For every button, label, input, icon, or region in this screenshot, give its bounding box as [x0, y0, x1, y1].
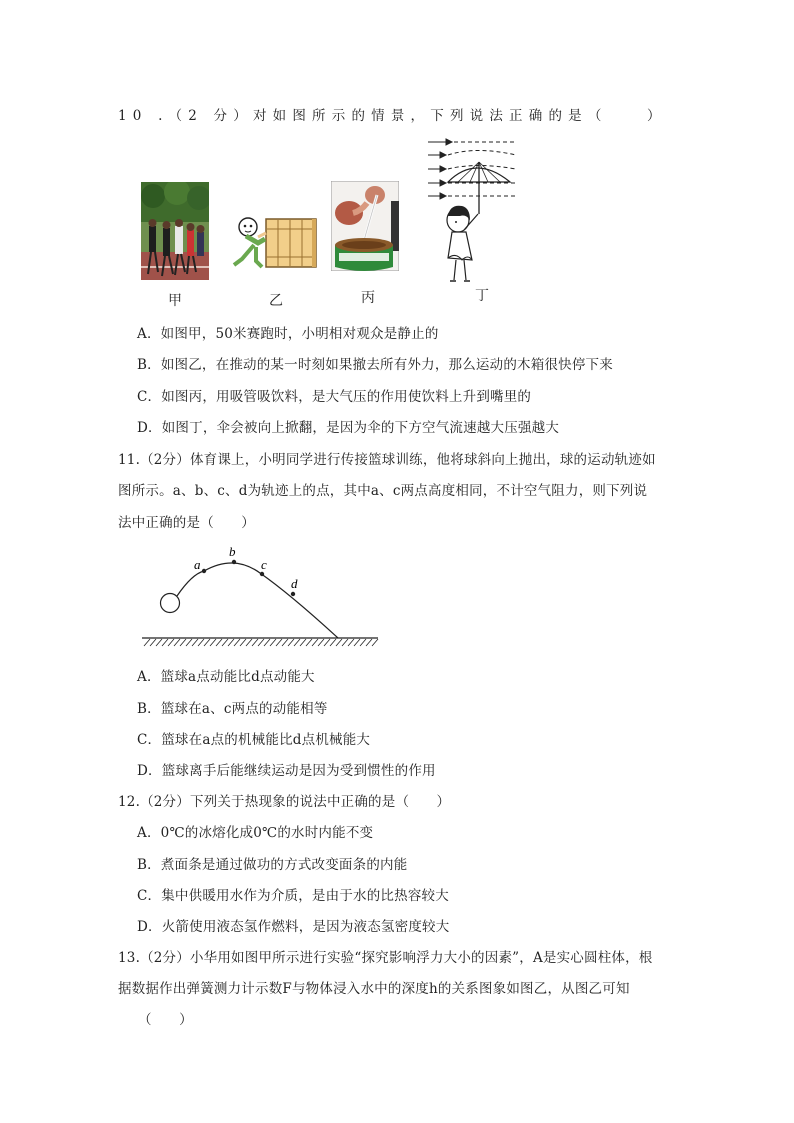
label-c: c [261, 557, 267, 572]
point-b [232, 560, 236, 564]
q12-stem: 12.（2分）下列关于热现象的说法中正确的是（ ） [118, 794, 451, 810]
basketball-trajectory-diagram [140, 542, 380, 648]
q10-stem: 10 .（2 分）对如图所示的情景，下列说法正确的是（ ） [118, 108, 667, 124]
q11-option-c: C．篮球在a点的机械能比d点机械能大 [137, 732, 371, 748]
q11-option-b: B．篮球在a、c两点的动能相等 [137, 701, 328, 717]
caption-bing: 丙 [361, 290, 375, 306]
q11-stem-line-1: 11.（2分）体育课上，小明同学进行传接篮球训练，他将球斜向上抛出，球的运动轨迹如 [118, 452, 656, 468]
q10-option-d: D．如图丁，伞会被向上掀翻，是因为伞的下方空气流速越大压强越大 [137, 420, 560, 436]
trajectory-curve [177, 563, 338, 638]
q13-stem-line-3: （ ） [138, 1012, 193, 1028]
runners-photo [141, 182, 209, 280]
boy-pushing-crate [232, 215, 320, 271]
q11-stem-line-2: 图所示。a、b、c、d为轨迹上的点，其中a、c两点高度相同，不计空气阻力，则下列说 [118, 483, 648, 499]
q13-stem-line-2: 据数据作出弹簧测力计示数F与物体浸入水中的深度h的关系图象如图乙，从图乙可知 [118, 981, 630, 997]
q11-option-d: D．篮球离手后能继续运动是因为受到惯性的作用 [137, 763, 436, 779]
label-b: b [229, 544, 236, 559]
q10-option-b: B．如图乙，在推动的某一时刻如果撤去所有外力，那么运动的木箱很快停下来 [137, 357, 613, 373]
point-d [291, 592, 295, 596]
q12-option-a: A．0℃的冰熔化成0℃的水时内能不变 [137, 825, 374, 841]
q10-option-a: A．如图甲，50米赛跑时，小明相对观众是静止的 [137, 326, 439, 342]
caption-ding: 丁 [475, 288, 489, 304]
q11-option-a: A．篮球a点动能比d点动能大 [137, 669, 315, 685]
q13-stem-line-1: 13.（2分）小华用如图甲所示进行实验“探究影响浮力大小的因素”，A是实心圆柱体，根 [118, 950, 653, 966]
q12-option-c: C．集中供暖用水作为介质，是由于水的比热容较大 [137, 888, 449, 904]
q11-stem-line-3: 法中正确的是（ ） [118, 515, 255, 531]
caption-jia: 甲 [168, 293, 182, 309]
point-c [260, 572, 264, 576]
girl-umbrella-wind [426, 136, 518, 288]
basketball [161, 594, 180, 613]
label-a: a [194, 557, 201, 572]
caption-yi: 乙 [269, 293, 283, 309]
q12-option-d: D．火箭使用液态氢作燃料，是因为液态氢密度较大 [137, 919, 450, 935]
point-a [202, 569, 206, 573]
straw-drink-photo [331, 181, 399, 271]
label-d: d [291, 576, 298, 591]
q12-option-b: B．煮面条是通过做功的方式改变面条的内能 [137, 857, 408, 873]
q10-option-c: C．如图丙，用吸管吸饮料，是大气压的作用使饮料上升到嘴里的 [137, 389, 532, 405]
